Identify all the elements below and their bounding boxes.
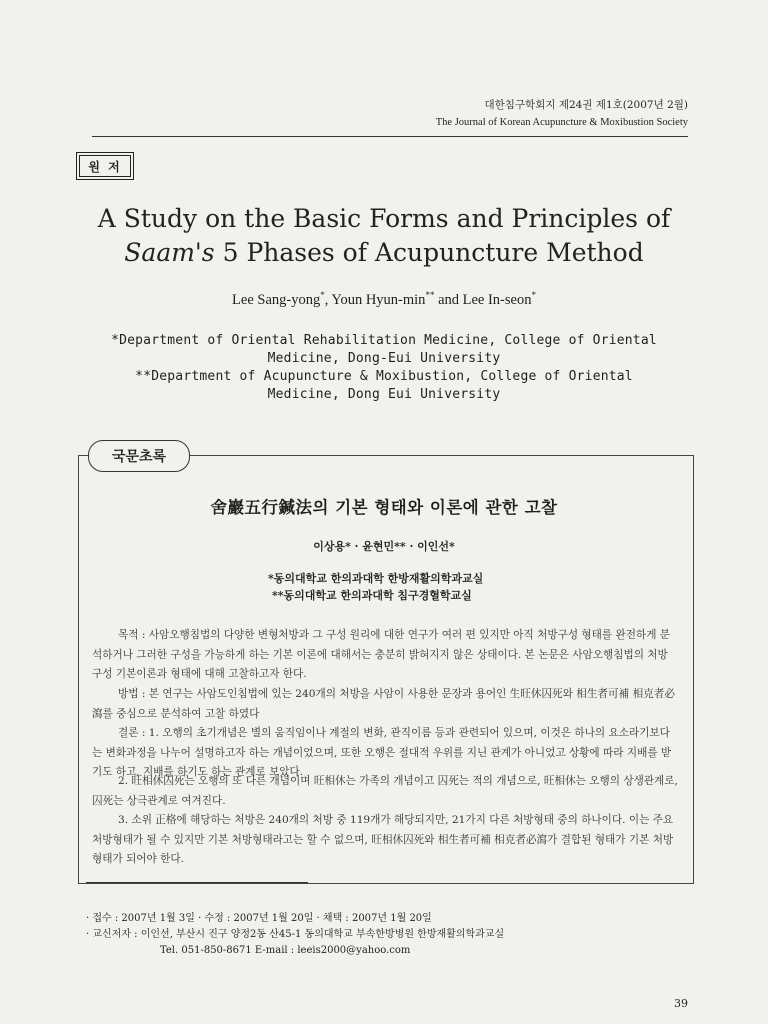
abstract-conclusion-2-text: 2. 旺相休囚死는 오행의 또 다른 개념이며 旺相休는 가족의 개념이고 囚死는 적의 개념으로, 旺相休는 오행의 상생관계로, 囚死는 상극관계로 여겨진다. <box>92 775 678 807</box>
author-list <box>0 290 768 309</box>
affiliation-1-line-2: Medicine, Dong-Eui University <box>267 351 501 366</box>
abstract-methods-text: 방법 : 본 연구는 사암도인침법에 있는 240개의 처방을 사암이 사용한 문장과 용어인 生旺休囚死와 相生者可補 相克者必瀉를 중심으로 분석하여 고찰 하였다 <box>92 688 675 720</box>
author-2: , Youn Hyun-min <box>324 291 426 308</box>
author-1: Lee Sang-yong <box>232 291 321 308</box>
korean-title: 舍巖五行鍼法의 기본 형태와 이론에 관한 고찰 <box>210 498 558 517</box>
affiliation-2-line-2: Medicine, Dong Eui University <box>267 387 501 402</box>
journal-name-english: The Journal of Korean Acupuncture & Moxibustion Society <box>435 117 688 128</box>
author-1-mark: * <box>320 290 325 300</box>
journal-issue-korean: 대한침구학회지 제24권 제1호(2007년 2월) <box>484 99 688 111</box>
affiliation-1 <box>60 332 708 368</box>
korean-authors: 이상용* · 윤현민** · 이인선* <box>313 540 455 553</box>
paper-title-line-2 <box>60 240 708 265</box>
abstract-purpose <box>92 626 678 685</box>
article-type-badge: 원 저 <box>79 155 131 177</box>
affiliation-1-line-1: *Department of Oriental Rehabilitation Medicine, College of Oriental <box>111 333 657 348</box>
abstract-methods <box>92 685 678 724</box>
paper-title-line-1: A Study on the Basic Forms and Principles of <box>97 204 671 233</box>
header-divider <box>92 136 688 137</box>
footnote-divider <box>86 882 308 883</box>
footnote-contact: Tel. 051-850-8671 E-mail : leeis2000@yahoo.com <box>160 945 411 956</box>
footnote-dates: · 접수 : 2007년 1월 3일 · 수정 : 2007년 1월 20일 · 채택 : 2007년 1월 20일 <box>86 913 432 924</box>
title-italic-name: Saam's <box>124 238 215 267</box>
affiliation-2 <box>60 368 708 404</box>
korean-affiliation-1: *동의대학교 한의과대학 한방재활의학과교실 <box>268 572 484 585</box>
author-3-mark: * <box>531 290 536 300</box>
abstract-conclusion-2 <box>92 772 678 811</box>
abstract-purpose-text: 목적 : 사암오행침법의 다양한 변형처방과 그 구성 원리에 대한 연구가 여러 편 있지만 아직 처방구성 형태를 완전하게 분석하거나 그러한 구성을 가능하게 하는 기본 이론에 대해서는 충분히 밝혀지지 않은 상태이다. 본 논문은 사암오행침법의 처방구성 기본이론과 형태에 대해 고찰하고자 한다. <box>92 629 671 680</box>
footnote-corresponding-author: · 교신저자 : 이인선, 부산시 진구 양정2동 산45-1 동의대학교 부속한방병원 한방재활의학과교실 <box>86 929 505 940</box>
affiliation-2-line-1: **Department of Acupuncture & Moxibustion, College of Oriental <box>135 369 633 384</box>
abstract-conclusion-3 <box>92 811 678 870</box>
title-rest: 5 Phases of Acupuncture Method <box>214 238 644 267</box>
author-2-mark: ** <box>425 290 435 300</box>
author-3: and Lee In-seon <box>434 291 532 308</box>
abstract-conclusion-1-text: 결론 : 1. 오행의 초기개념은 별의 움직임이나 계절의 변화, 관직이름 등과 관련되어 있으며, 이것은 하나의 요소라기보다는 변화과정을 나누어 설명하고자 하는 개념이었으며, 또한 오행은 절대적 우위를 지닌 관계가 아니었고 상황에 따라 지배를 받기도 하고, 지배를 하기도 하는 관계로 보았다. <box>92 727 672 778</box>
abstract-label: 국문초록 <box>88 440 190 472</box>
abstract-conclusion-3-text: 3. 소위 正格에 해당하는 처방은 240개의 처방 중 119개가 해당되지만, 21가지 다른 처방형태 중의 하나이다. 이는 주요 처방형태가 될 수 있지만 기본 처방형태라고는 할 수 없으며, 旺相休囚死와 相生者可補 相克者必瀉가 결합된 형태가 기본 처방형태가 되어야 한다. <box>92 814 674 865</box>
page-number: 39 <box>674 997 688 1010</box>
korean-affiliation-2: **동의대학교 한의과대학 침구경혈학교실 <box>272 589 472 602</box>
